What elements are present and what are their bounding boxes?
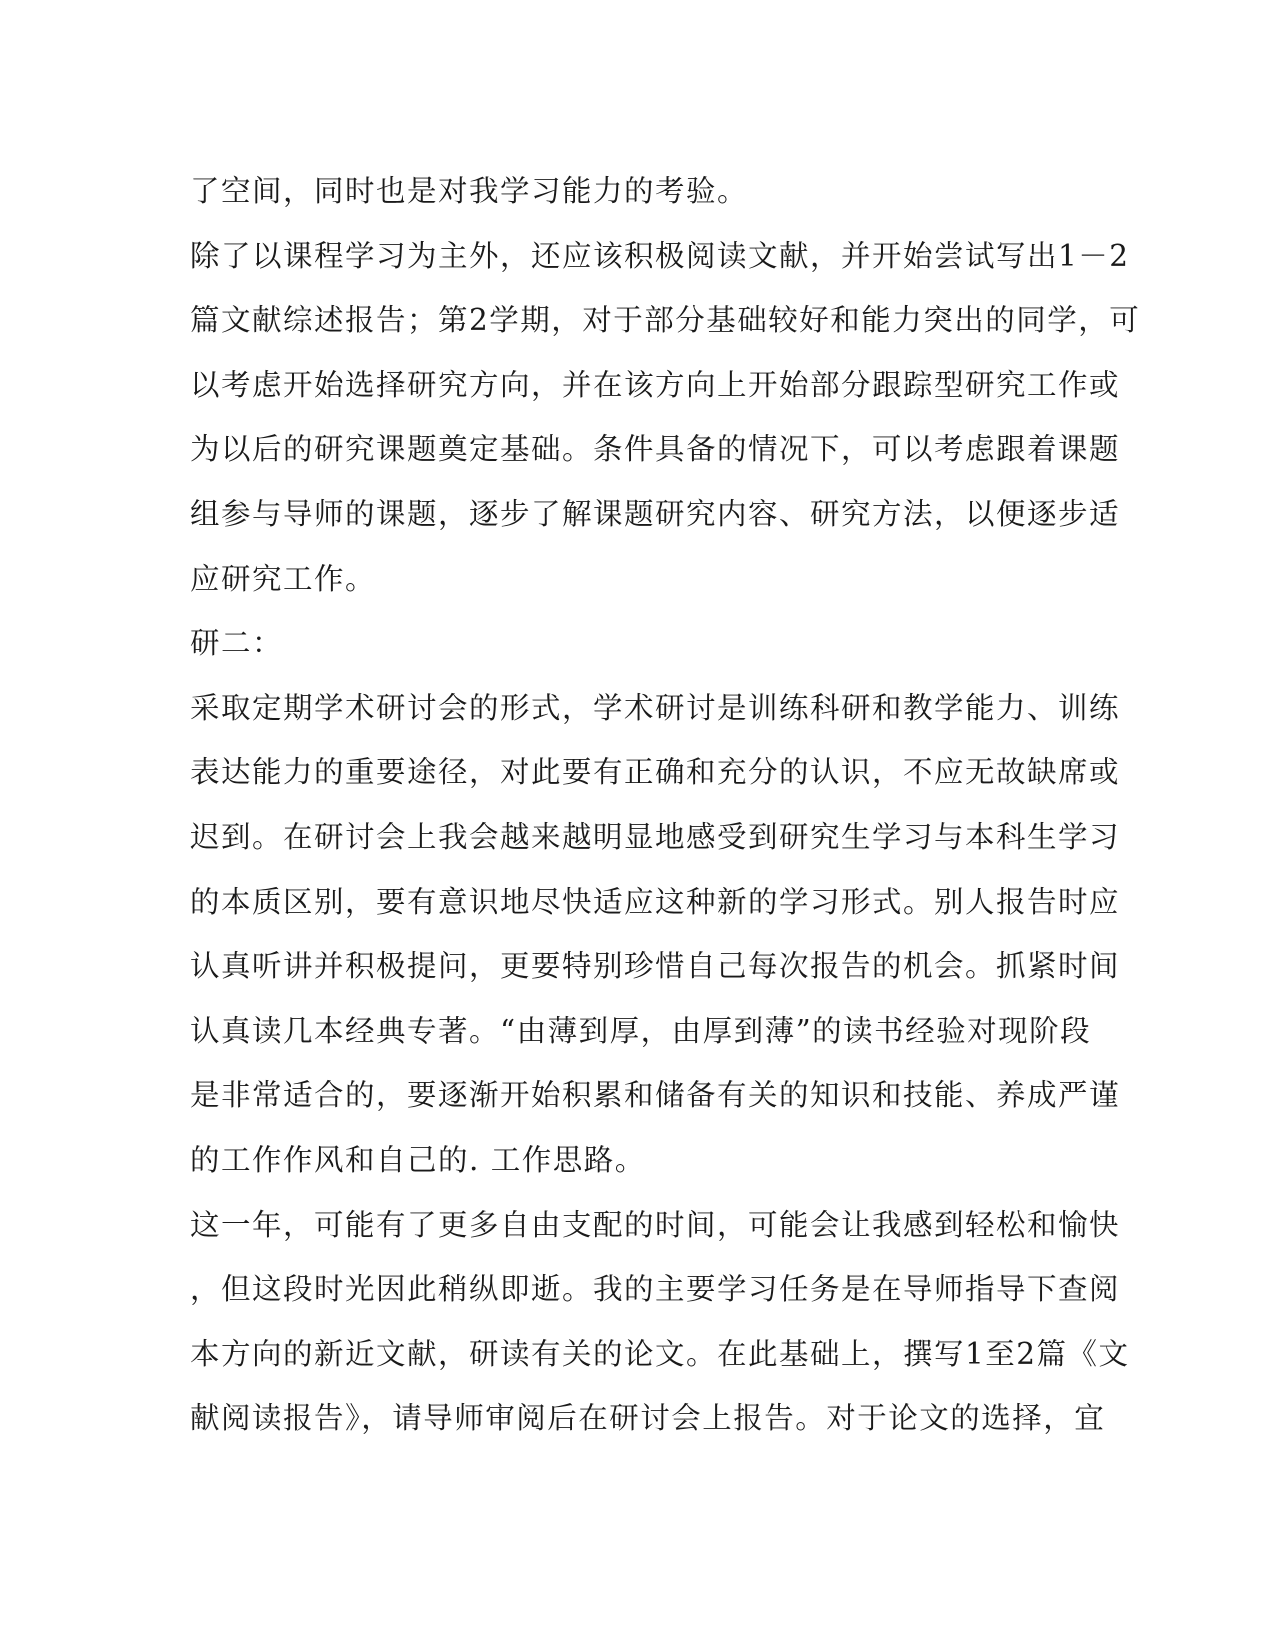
section-heading: 研二： [190, 626, 284, 661]
text-line: 认真读几本经典专著。“由薄到厚，由厚到薄”的读书经验对现阶段 [190, 1013, 1092, 1048]
document-body [190, 168, 1141, 1460]
text-line: 是非常适合的，要逐渐开始积累和储备有关的知识和技能、养成严谨 [190, 1078, 1121, 1113]
text-line: 认真听讲并积极提问，更要特别珍惜自己每次报告的机会。抓紧时间 [190, 949, 1121, 984]
text-line: 了空间，同时也是对我学习能力的考验。 [190, 174, 749, 208]
text-line: 表达能力的重要途径，对此要有正确和充分的认识，不应无故缺席或 [190, 755, 1121, 790]
text-line: 本方向的新近文献，研读有关的论文。在此基础上，撰写1至2篇《文 [190, 1336, 1130, 1371]
text-line: 的工作作风和自己的. 工作思路。 [190, 1142, 646, 1177]
text-line: 迟到。在研讨会上我会越来越明显地感受到研究生学习与本科生学习 [190, 819, 1121, 854]
text-line: 这一年，可能有了更多自由支配的时间，可能会让我感到轻松和愉快 [190, 1207, 1121, 1242]
text-line: 应研究工作。 [190, 561, 377, 596]
text-line: 除了以课程学习为主外，还应该积极阅读文献，并开始尝试写出1－2 [190, 238, 1130, 273]
text-line: ，但这段时光因此稍纵即逝。我的主要学习任务是在导师指导下查阅 [190, 1272, 1121, 1307]
text-line: 篇文献综述报告；第2学期，对于部分基础较好和能力突出的同学，可 [190, 303, 1141, 338]
text-line: 为以后的研究课题奠定基础。条件具备的情况下，可以考虑跟着课题 [190, 432, 1121, 467]
text-line: 组参与导师的课题，逐步了解课题研究内容、研究方法，以便逐步适 [190, 496, 1121, 531]
text-line: 献阅读报告》，请导师审阅后在研讨会上报告。对于论文的选择，宜 [190, 1401, 1106, 1436]
text-line: 的本质区别，要有意识地尽快适应这种新的学习形式。别人报告时应 [190, 884, 1121, 919]
text-line: 采取定期学术研讨会的形式，学术研讨是训练科研和教学能力、训练 [190, 690, 1121, 725]
text-line: 以考虑开始选择研究方向，并在该方向上开始部分跟踪型研究工作或 [190, 367, 1121, 402]
